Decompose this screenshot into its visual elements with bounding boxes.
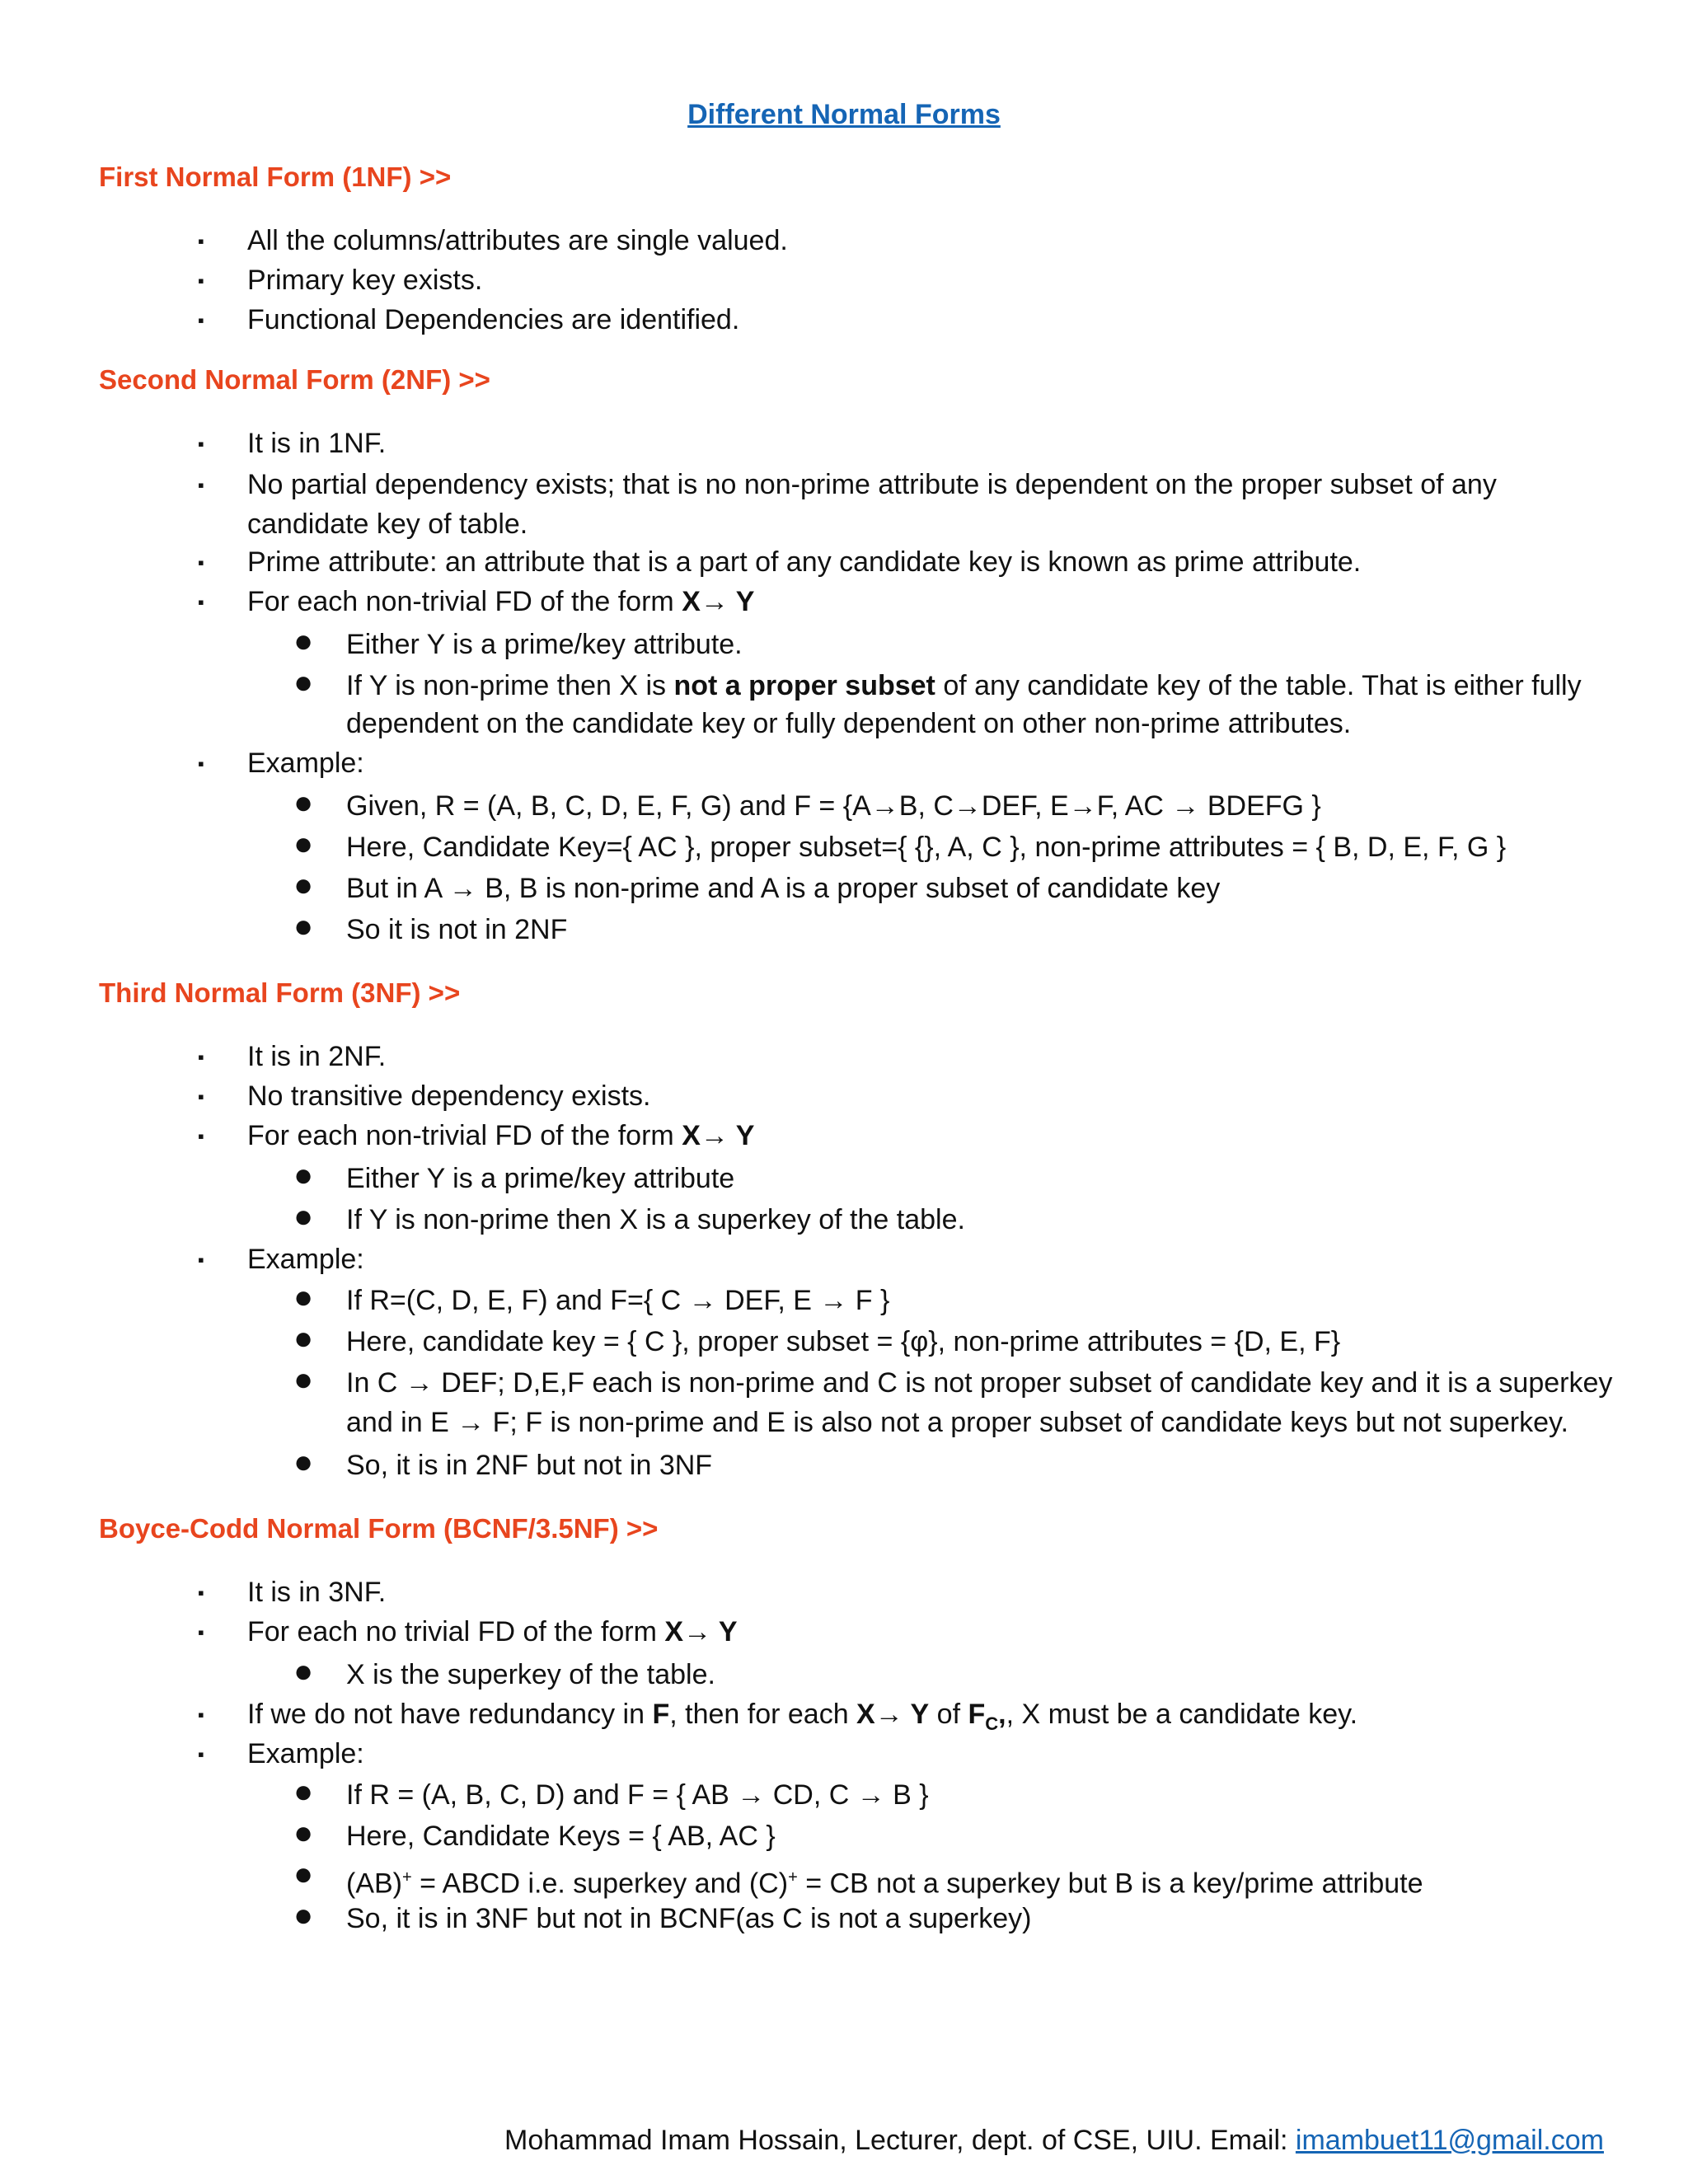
square-bullet: ▪ [198,1582,204,1603]
square-bullet: ▪ [198,1047,204,1067]
round-bullet: ● [293,1279,314,1315]
example-item-continued: and in E → F; F is non-prime and E is also not a proper subset of candidate keys but not superkey. [346,1407,1568,1438]
square-bullet: ▪ [198,1249,204,1270]
square-bullet: ▪ [198,1086,204,1107]
example-label: Example: [247,1738,364,1769]
example-item: Here, Candidate Keys = { AB, AC } [346,1821,776,1852]
example-item: But in A → B, B is non-prime and A is a proper subset of candidate key [346,873,1221,904]
round-bullet: ● [293,785,314,821]
example-item: In C → DEF; D,E,F each is non-prime and C is not proper subset of candidate key and it is a superkey [346,1367,1613,1399]
round-bullet: ● [293,1320,314,1357]
list-item: Primary key exists. [247,265,483,296]
fd-expression: X→ Y [664,1616,738,1647]
fd-expression: X→ Y [682,586,755,617]
list-item: All the columns/attributes are single valued. [247,225,788,256]
square-bullet: ▪ [198,434,204,454]
example-item: So, it is in 3NF but not in BCNF(as C is not a superkey) [346,1903,1032,1934]
round-bullet: ● [293,1198,314,1235]
list-item: For each non-trivial FD of the form X→ Y [247,586,755,617]
round-bullet: ● [293,1653,314,1690]
heading-2nf: Second Normal Form (2NF) >> [99,364,490,395]
square-bullet: ▪ [198,1744,204,1765]
square-bullet: ▪ [198,592,204,612]
square-bullet: ▪ [198,1622,204,1643]
sub-list-item: If Y is non-prime then X is a superkey of the table. [346,1204,965,1235]
round-bullet: ● [293,1157,314,1193]
list-item-continued: candidate key of table. [247,509,528,540]
list-item: Functional Dependencies are identified. [247,304,740,335]
round-bullet: ● [293,867,314,903]
example-item: Here, Candidate Key={ AC }, proper subset={ {}, A, C }, non-prime attributes = { B, D, E, F, G } [346,832,1507,863]
round-bullet: ● [293,664,314,701]
round-bullet: ● [293,1897,314,1933]
fd-expression: X→ Y [682,1120,755,1151]
square-bullet: ▪ [198,231,204,251]
round-bullet: ● [293,1444,314,1480]
example-item: (AB)+ = ABCD i.e. superkey and (C)+ = CB not a superkey but B is a key/prime attribute [346,1868,1423,1900]
example-item: Given, R = (A, B, C, D, E, F, G) and F = {A→B, C→DEF, E→F, AC → BDEFG } [346,790,1321,822]
list-item: For each no trivial FD of the form X→ Y [247,1616,738,1647]
round-bullet: ● [293,1856,314,1892]
sub-list-item: If Y is non-prime then X is not a proper subset of any candidate key of the table. That is either fully [346,670,1582,701]
square-bullet: ▪ [198,475,204,495]
round-bullet: ● [293,623,314,659]
heading-3nf: Third Normal Form (3NF) >> [99,977,461,1008]
footer-author: Mohammad Imam Hossain, Lecturer, dept. of CSE, UIU. Email: imambuet11@gmail.com [504,2125,1604,2156]
square-bullet: ▪ [198,552,204,573]
list-item: It is in 2NF. [247,1041,387,1072]
example-item: If R=(C, D, E, F) and F={ C → DEF, E → F } [346,1285,890,1316]
document-title: Different Normal Forms [687,99,1001,130]
list-item: It is in 3NF. [247,1577,387,1608]
square-bullet: ▪ [198,1126,204,1146]
heading-1nf: First Normal Form (1NF) >> [99,162,452,192]
list-item: It is in 1NF. [247,428,387,459]
heading-bcnf: Boyce-Codd Normal Form (BCNF/3.5NF) >> [99,1513,659,1544]
round-bullet: ● [293,1774,314,1810]
example-item: Here, candidate key = { C }, proper subset = {φ}, non-prime attributes = {D, E, F} [346,1326,1341,1357]
round-bullet: ● [293,908,314,944]
sub-list-item: Either Y is a prime/key attribute. [346,629,743,660]
square-bullet: ▪ [198,1704,204,1725]
list-item: No partial dependency exists; that is no non-prime attribute is dependent on the proper subset of any [247,469,1497,500]
list-item: For each non-trivial FD of the form X→ Y [247,1120,755,1151]
list-item: If we do not have redundancy in F, then for each X→ Y of $F_C$,, X must be a candidate key. [247,1699,1358,1734]
sub-list-item-continued: dependent on the candidate key or fully dependent on other non-prime attributes. [346,708,1352,739]
square-bullet: ▪ [198,270,204,291]
sub-list-item: X is the superkey of the table. [346,1659,715,1690]
list-item: Prime attribute: an attribute that is a part of any candidate key is known as prime attribute. [247,546,1362,578]
round-bullet: ● [293,1815,314,1851]
list-item: No transitive dependency exists. [247,1080,651,1112]
example-label: Example: [247,1244,364,1275]
round-bullet: ● [293,1361,314,1398]
square-bullet: ▪ [198,310,204,330]
round-bullet: ● [293,826,314,862]
email-link[interactable]: imambuet11@gmail.com [1295,2125,1604,2156]
example-label: Example: [247,748,364,779]
square-bullet: ▪ [198,753,204,774]
example-item: So, it is in 2NF but not in 3NF [346,1450,713,1481]
example-item: So it is not in 2NF [346,914,568,945]
example-item: If R = (A, B, C, D) and F = { AB → CD, C → B } [346,1779,929,1811]
sub-list-item: Either Y is a prime/key attribute [346,1163,735,1194]
